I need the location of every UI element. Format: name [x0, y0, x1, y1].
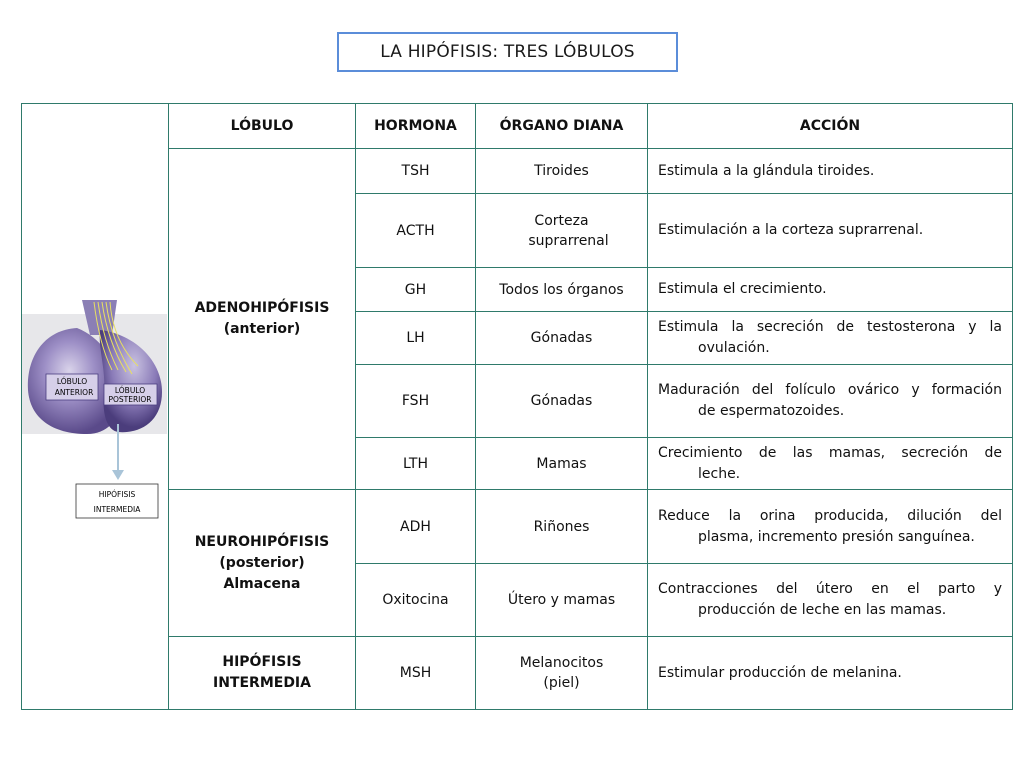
- organ-text: Gónadas: [530, 330, 593, 346]
- organ-cell: [476, 365, 648, 438]
- organ-text: Tiroides: [534, 163, 589, 179]
- hormone-cell: MSH: [356, 637, 476, 710]
- organ-text: Útero y mamas: [507, 592, 616, 608]
- action-cell: [648, 194, 1013, 268]
- action-cell: [648, 637, 1013, 710]
- action-text: ovulación.: [698, 340, 770, 356]
- hormone-cell: Oxitocina: [356, 564, 476, 637]
- pituitary-diagram: [22, 300, 167, 530]
- action-text: plasma, incremento presión sanguínea.: [698, 528, 975, 545]
- organ-cell: [476, 312, 648, 365]
- action-cell: [648, 268, 1013, 312]
- action-text: de espermatozoides.: [698, 403, 845, 419]
- label-anterior: ANTERIOR: [54, 388, 94, 397]
- hormone-cell: LTH: [356, 438, 476, 490]
- page-title: LA HIPÓFISIS: TRES LÓBULOS: [337, 32, 678, 72]
- organ-cell: [476, 637, 648, 710]
- action-text: Estimula la secreción de testosterona y la: [658, 319, 1002, 335]
- action-text: Estimula el crecimiento.: [658, 281, 827, 297]
- organ-text: Mamas: [536, 455, 587, 472]
- action-text: Crecimiento de las mamas, secreción de: [658, 444, 1002, 461]
- organ-cell: [476, 564, 648, 637]
- lobe-name: HIPÓFISIS: [222, 654, 302, 670]
- organ-text: (piel): [543, 675, 580, 691]
- lobe-name: ADENOHIPÓFISIS: [194, 300, 330, 316]
- action-text: Estimular producción de melanina.: [658, 664, 902, 681]
- action-text: producción de leche en las mamas.: [698, 602, 947, 618]
- organ-cell: [476, 149, 648, 194]
- table-row: [22, 490, 1013, 564]
- action-cell: [648, 490, 1013, 564]
- hormone-cell: TSH: [356, 149, 476, 194]
- header-accion: ACCIÓN: [648, 104, 1013, 149]
- organ-text: Todos los órganos: [499, 281, 624, 298]
- lobe-subtitle: (anterior): [223, 321, 301, 337]
- label-intermedia: HIPÓFISIS: [98, 490, 136, 499]
- organ-text: Melanocitos: [519, 655, 604, 671]
- hormone-cell: LH: [356, 312, 476, 365]
- action-cell: [648, 149, 1013, 194]
- lobe-name: INTERMEDIA: [213, 675, 311, 691]
- organ-text: Corteza: [534, 212, 589, 229]
- action-text: Maduración del folículo ovárico y formación: [658, 382, 1002, 398]
- lobe-note: Almacena: [223, 575, 301, 592]
- header-hormona: HORMONA: [356, 104, 476, 149]
- label-posterior: LÓBULO: [114, 386, 146, 395]
- organ-cell: [476, 194, 648, 268]
- organ-text: Riñones: [533, 518, 590, 535]
- label-anterior: LÓBULO: [56, 377, 88, 386]
- action-text: Estimulación a la corteza suprarrenal.: [658, 222, 924, 238]
- action-text: Estimula a la glándula tiroides.: [658, 162, 875, 179]
- lobe-adenohipofisis: [169, 149, 356, 490]
- hormone-cell: GH: [356, 268, 476, 312]
- hormone-cell: ADH: [356, 490, 476, 564]
- organ-cell: [476, 268, 648, 312]
- action-cell: [648, 564, 1013, 637]
- lobe-hipofisis-intermedia: [169, 637, 356, 710]
- lobe-subtitle: (posterior): [219, 554, 305, 571]
- table-row: [22, 637, 1013, 710]
- lobe-neurohipofisis: [169, 490, 356, 637]
- hormone-cell: FSH: [356, 365, 476, 438]
- arrow-head: [112, 470, 124, 480]
- hormone-cell: ACTH: [356, 194, 476, 268]
- organ-text: suprarrenal: [528, 232, 609, 249]
- organ-cell: [476, 490, 648, 564]
- hormone-table: [21, 103, 1013, 710]
- header-lobulo: LÓBULO: [169, 104, 356, 149]
- organ-text: Gónadas: [530, 393, 593, 409]
- header-organo: ÓRGANO DIANA: [476, 104, 648, 149]
- organ-cell: [476, 438, 648, 490]
- table-row: [22, 149, 1013, 194]
- label-intermedia: INTERMEDIA: [93, 505, 141, 514]
- lobe-name: NEUROHIPÓFISIS: [194, 533, 330, 550]
- label-posterior: POSTERIOR: [108, 395, 152, 404]
- action-cell: [648, 365, 1013, 438]
- action-text: Contracciones del útero en el parto y: [658, 581, 1002, 597]
- action-cell: [648, 312, 1013, 365]
- action-cell: [648, 438, 1013, 490]
- action-text: leche.: [698, 465, 741, 482]
- action-text: Reduce la orina producida, dilución del: [658, 507, 1002, 524]
